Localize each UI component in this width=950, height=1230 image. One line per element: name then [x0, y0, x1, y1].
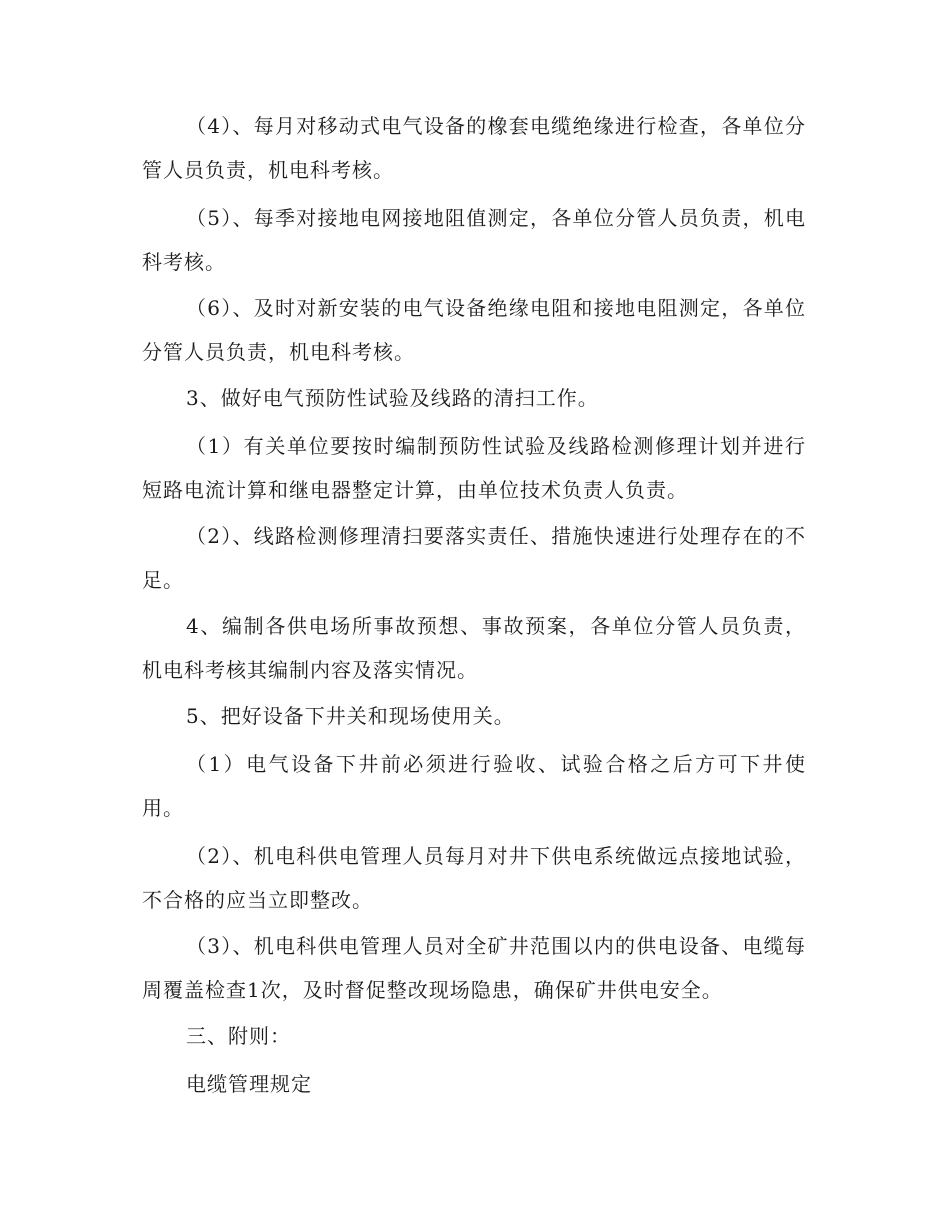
section-heading-3: 3、做好电气预防性试验及线路的清扫工作。: [186, 386, 599, 410]
paragraph-item-6: （6）、及时对新安装的电气设备绝缘电阻和接地电阻测定，各单位分管人员负责，机电科考核。: [142, 296, 806, 364]
paragraph-subitem-5-1: （1）电气设备下井前必须进行验收、试验合格之后方可下井使用。: [142, 752, 806, 820]
appendix-heading: 三、附则：: [186, 1024, 291, 1048]
paragraph-subitem-5-3: （3）、机电科供电管理人员对全矿井范围以内的供电设备、电缆每周覆盖检查1次，及时督促整改现场隐患，确保矿井供电安全。: [142, 934, 806, 1002]
section-heading-5: 5、把好设备下井关和现场使用关。: [186, 704, 515, 728]
cable-management-title: 电缆管理规定: [186, 1072, 312, 1096]
section-heading-4: 4、编制各供电场所事故预想、事故预案，各单位分管人员负责，机电科考核其编制内容及落实情况。: [142, 614, 806, 682]
paragraph-subitem-1: （1）有关单位要按时编制预防性试验及线路检测修理计划并进行短路电流计算和继电器整定计算，由单位技术负责人负责。: [142, 434, 806, 502]
paragraph-item-5: （5）、每季对接地电网接地阻值测定，各单位分管人员负责，机电科考核。: [142, 206, 806, 274]
paragraph-item-4: （4）、每月对移动式电气设备的橡套电缆绝缘进行检查，各单位分管人员负责，机电科考核。: [142, 114, 806, 182]
paragraph-subitem-5-2: （2）、机电科供电管理人员每月对井下供电系统做远点接地试验，不合格的应当立即整改。: [142, 844, 806, 912]
paragraph-subitem-2: （2）、线路检测修理清扫要落实责任、措施快速进行处理存在的不足。: [142, 524, 806, 592]
